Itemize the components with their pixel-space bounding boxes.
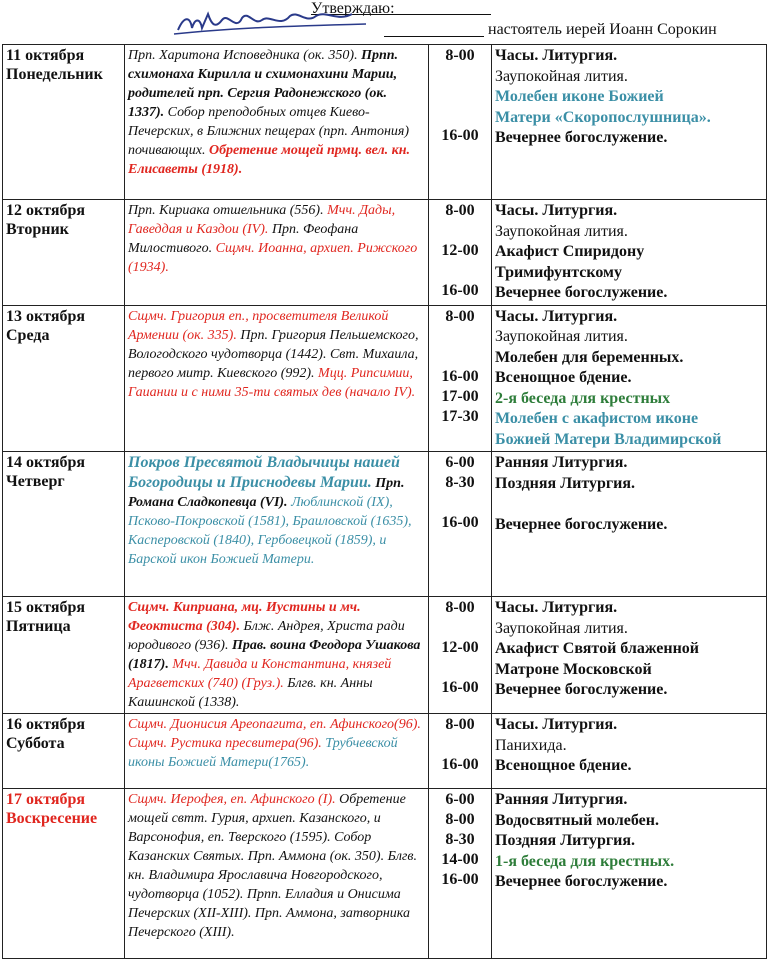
saint-commemoration: Мчч. Дады, Гаведдая и Каздои (IV). bbox=[128, 203, 396, 237]
saint-commemoration: Сщмч. Иоанна, архиеп. Рижского (1934). bbox=[128, 241, 418, 275]
times-cell bbox=[429, 597, 492, 714]
saints-cell bbox=[125, 305, 429, 452]
events-cell bbox=[492, 597, 767, 714]
service-time: 14-00 bbox=[441, 851, 479, 868]
day-cell bbox=[3, 597, 125, 714]
day-date: 15 октября bbox=[6, 599, 86, 616]
saint-commemoration: Сщмч. Иерофея, еп. Афинского (I). bbox=[128, 792, 336, 807]
service-time: 17-30 bbox=[441, 407, 479, 425]
schedule-row bbox=[3, 597, 767, 714]
saint-commemoration: Прп. Феофана Милостивого. bbox=[128, 222, 359, 256]
saint-commemoration: Прав. воина Феодора Ушакова (1817). bbox=[128, 638, 421, 672]
service-event: Вечернее богослужение. bbox=[495, 681, 668, 698]
service-time: 8-30 bbox=[445, 474, 475, 491]
saint-commemoration: Свт. Михаила, первого митр. Киевского (992). bbox=[128, 346, 419, 381]
day-cell bbox=[3, 200, 125, 306]
approve-label: Утверждаю: bbox=[311, 0, 395, 17]
service-time bbox=[429, 66, 491, 86]
service-time: 8-00 bbox=[445, 599, 475, 616]
service-event: Часы. Литургия. bbox=[495, 202, 618, 219]
service-time: 12-00 bbox=[441, 639, 479, 656]
saint-commemoration: Собор преподобных отцев Киево-Печерских, в Ближних пещерах (прп. Антония) почивающих. bbox=[128, 105, 410, 158]
service-event: Вечернее богослужение. bbox=[495, 284, 668, 301]
events-cell bbox=[492, 452, 767, 597]
saint-commemoration: Блж. Андрея, Христа ради юродивого (936). bbox=[128, 619, 405, 653]
service-time: 8-00 bbox=[445, 811, 475, 828]
events-cell bbox=[492, 714, 767, 789]
service-time bbox=[429, 261, 491, 281]
service-time bbox=[429, 493, 491, 513]
rector-name: настоятель иерей Иоанн Сорокин bbox=[488, 21, 717, 38]
schedule-row bbox=[3, 452, 767, 597]
service-event: Ранняя Литургия. bbox=[495, 791, 628, 808]
service-event: Часы. Литургия. bbox=[495, 307, 618, 325]
events-cell bbox=[492, 789, 767, 959]
service-time: 8-00 bbox=[445, 202, 475, 219]
day-cell bbox=[3, 789, 125, 959]
service-event: Часы. Литургия. bbox=[495, 716, 618, 733]
saint-commemoration: Прп. Харитона Исповедника (ок. 350). bbox=[128, 48, 358, 63]
service-time: 16-00 bbox=[441, 127, 479, 144]
service-time: 6-00 bbox=[445, 454, 475, 471]
service-event: Заупокойная лития. bbox=[495, 67, 628, 85]
service-event: Божией Матери Владимирской bbox=[495, 430, 722, 448]
service-time bbox=[429, 618, 491, 638]
day-cell bbox=[3, 452, 125, 597]
day-date: 16 октября bbox=[6, 716, 86, 733]
schedule-row bbox=[3, 45, 767, 200]
events-cell bbox=[492, 305, 767, 452]
service-event: Акафист Спиридону bbox=[495, 243, 645, 260]
saint-commemoration: Прп. Кириака отшельника (556). bbox=[128, 203, 324, 218]
day-date: 12 октября bbox=[6, 202, 86, 219]
rector-line bbox=[384, 36, 484, 37]
service-event: Всенощное бдение. bbox=[495, 369, 632, 386]
signature-icon bbox=[170, 6, 370, 40]
saints-cell bbox=[125, 714, 429, 789]
service-event: Поздняя Литургия. bbox=[495, 832, 636, 849]
service-event bbox=[495, 494, 763, 515]
service-time: 16-00 bbox=[441, 514, 479, 531]
day-cell bbox=[3, 714, 125, 789]
service-event: Водосвятный молебен. bbox=[495, 811, 659, 829]
service-time: 16-00 bbox=[441, 756, 479, 773]
service-time: 8-00 bbox=[445, 47, 475, 64]
schedule-row bbox=[3, 789, 767, 959]
service-time bbox=[429, 327, 491, 347]
service-event: Молебен для беременных. bbox=[495, 348, 684, 366]
day-weekday: Воскресение bbox=[6, 810, 98, 827]
times-cell bbox=[429, 305, 492, 452]
day-date: 11 октября bbox=[6, 47, 85, 64]
saint-commemoration: Сщмч. Рустика пресвитера(96). bbox=[128, 736, 322, 751]
service-time: 17-00 bbox=[441, 387, 479, 405]
service-time: 16-00 bbox=[441, 679, 479, 696]
times-cell bbox=[429, 714, 492, 789]
schedule-row bbox=[3, 200, 767, 306]
service-event: Поздняя Литургия. bbox=[495, 474, 636, 492]
service-time bbox=[429, 106, 491, 126]
service-time: 8-30 bbox=[445, 831, 475, 848]
service-time: 12-00 bbox=[441, 242, 479, 259]
saint-commemoration: Прпп. схимонаха Кирилла и схимонахини Марии, родителей прп. Сергия Радонежского (ок. 1337). bbox=[128, 48, 399, 120]
saints-cell bbox=[125, 789, 429, 959]
times-cell bbox=[429, 45, 492, 200]
service-time bbox=[429, 347, 491, 367]
saint-commemoration: Сщмч. Дионисия Ареопагита, еп. Афинского(96). bbox=[128, 717, 421, 732]
service-event: Вечернее богослужение. bbox=[495, 129, 668, 146]
service-event: Часы. Литургия. bbox=[495, 599, 618, 616]
service-time: 16-00 bbox=[441, 871, 479, 888]
service-event: Ранняя Литургия. bbox=[495, 454, 628, 471]
saint-commemoration: Прп. Григория Пельшемского, Вологодского чудотворца (1442). bbox=[128, 327, 419, 362]
times-cell bbox=[429, 452, 492, 597]
saint-commemoration: Мчч. Давида и Константина, князей Арагветских (740) (Груз.). bbox=[128, 657, 392, 691]
service-event: Панихида. bbox=[495, 736, 567, 754]
service-event: Матроне Московской bbox=[495, 660, 652, 678]
service-event: Вечернее богослужение. bbox=[495, 873, 668, 890]
events-cell bbox=[492, 200, 767, 306]
service-time bbox=[429, 735, 491, 755]
times-cell bbox=[429, 789, 492, 959]
service-time: 8-00 bbox=[445, 716, 475, 733]
saint-commemoration: Мцц. Рипсимии, Гаиании и с ними 35-ти святых дев (начало IV). bbox=[128, 365, 416, 400]
service-event: Заупокойная лития. bbox=[495, 328, 628, 345]
service-event: Заупокойная лития. bbox=[495, 619, 628, 637]
day-weekday: Среда bbox=[6, 326, 50, 344]
saint-commemoration: Обретение мощей свтт. Гурия, архиеп. Казанского, и Варсонофия, еп. Тверского (1595). Собор Казанских Святых. Прп. Аммона (ок. 350). Блгв. кн. Владимира Ярославича Новгородского, чудотворца (1052). Прпп. Елладия и Онисима Печерских (XII-XIII). Прп. Аммона, затворника Печерского (XIII). bbox=[128, 792, 417, 940]
day-date: 13 октября bbox=[6, 307, 86, 325]
service-event: Молебен с акафистом иконе bbox=[495, 410, 699, 427]
service-event: 2-я беседа для крестных bbox=[495, 389, 671, 407]
day-weekday: Понедельник bbox=[6, 66, 103, 83]
service-time: 6-00 bbox=[445, 791, 475, 808]
times-cell bbox=[429, 200, 492, 306]
service-time bbox=[429, 221, 491, 241]
saint-commemoration: Сщмч. Григория еп., просветителя Великой Армении (ок. 335). bbox=[128, 308, 389, 343]
schedule-table bbox=[2, 44, 767, 959]
service-time bbox=[429, 86, 491, 106]
saints-cell bbox=[125, 597, 429, 714]
saint-commemoration: Покров Пресвятой Владычицы нашей Богородицы и Приснодевы Марии. bbox=[128, 454, 400, 491]
service-event: Акафист Святой блаженной bbox=[495, 640, 700, 657]
service-time: 16-00 bbox=[441, 282, 479, 299]
service-time: 16-00 bbox=[441, 367, 479, 385]
schedule-row bbox=[3, 305, 767, 452]
document-header bbox=[0, 0, 768, 44]
schedule-row bbox=[3, 714, 767, 789]
saints-cell bbox=[125, 452, 429, 597]
saint-commemoration: Трубчевской иконы Божией Матери(1765). bbox=[128, 736, 398, 770]
service-event: Тримифунтскому bbox=[495, 263, 622, 281]
day-date: 14 октября bbox=[6, 454, 86, 471]
saint-commemoration: Обретение мощей прмц. вел. кн. Елисаветы (1918). bbox=[128, 143, 410, 177]
service-event: Всенощное бдение. bbox=[495, 757, 632, 774]
service-event: Часы. Литургия. bbox=[495, 47, 618, 64]
saint-commemoration: Блгв. кн. Анны Кашинской (1338). bbox=[128, 676, 373, 710]
saint-commemoration: Прп. Романа Сладкопевца (VI). bbox=[128, 476, 405, 510]
service-event: Матери «Скоропослушница». bbox=[495, 108, 711, 126]
day-cell bbox=[3, 305, 125, 452]
day-weekday: Вторник bbox=[6, 221, 69, 238]
day-cell bbox=[3, 45, 125, 200]
service-event: Заупокойная лития. bbox=[495, 222, 628, 240]
service-event: Вечернее богослужение. bbox=[495, 515, 668, 533]
service-time: 8-00 bbox=[445, 307, 475, 325]
events-cell bbox=[492, 45, 767, 200]
day-weekday: Четверг bbox=[6, 473, 65, 490]
service-time bbox=[429, 658, 491, 678]
saints-cell bbox=[125, 45, 429, 200]
service-event: Молебен иконе Божией bbox=[495, 88, 664, 105]
saint-commemoration: Люблинской (IX), Псково-Покровской (1581), Браиловской (1635), Касперовской (1840), Гербовецкой (1859), и Барской икон Божией Матери. bbox=[128, 495, 412, 567]
saints-cell bbox=[125, 200, 429, 306]
service-event: 1-я беседа для крестных. bbox=[495, 852, 675, 870]
day-weekday: Суббота bbox=[6, 735, 65, 752]
day-date: 17 октября bbox=[6, 791, 86, 808]
saint-commemoration: Сщмч. Киприана, мц. Иустины и мч. Феоктиста (304). bbox=[128, 600, 361, 634]
day-weekday: Пятница bbox=[6, 618, 71, 635]
